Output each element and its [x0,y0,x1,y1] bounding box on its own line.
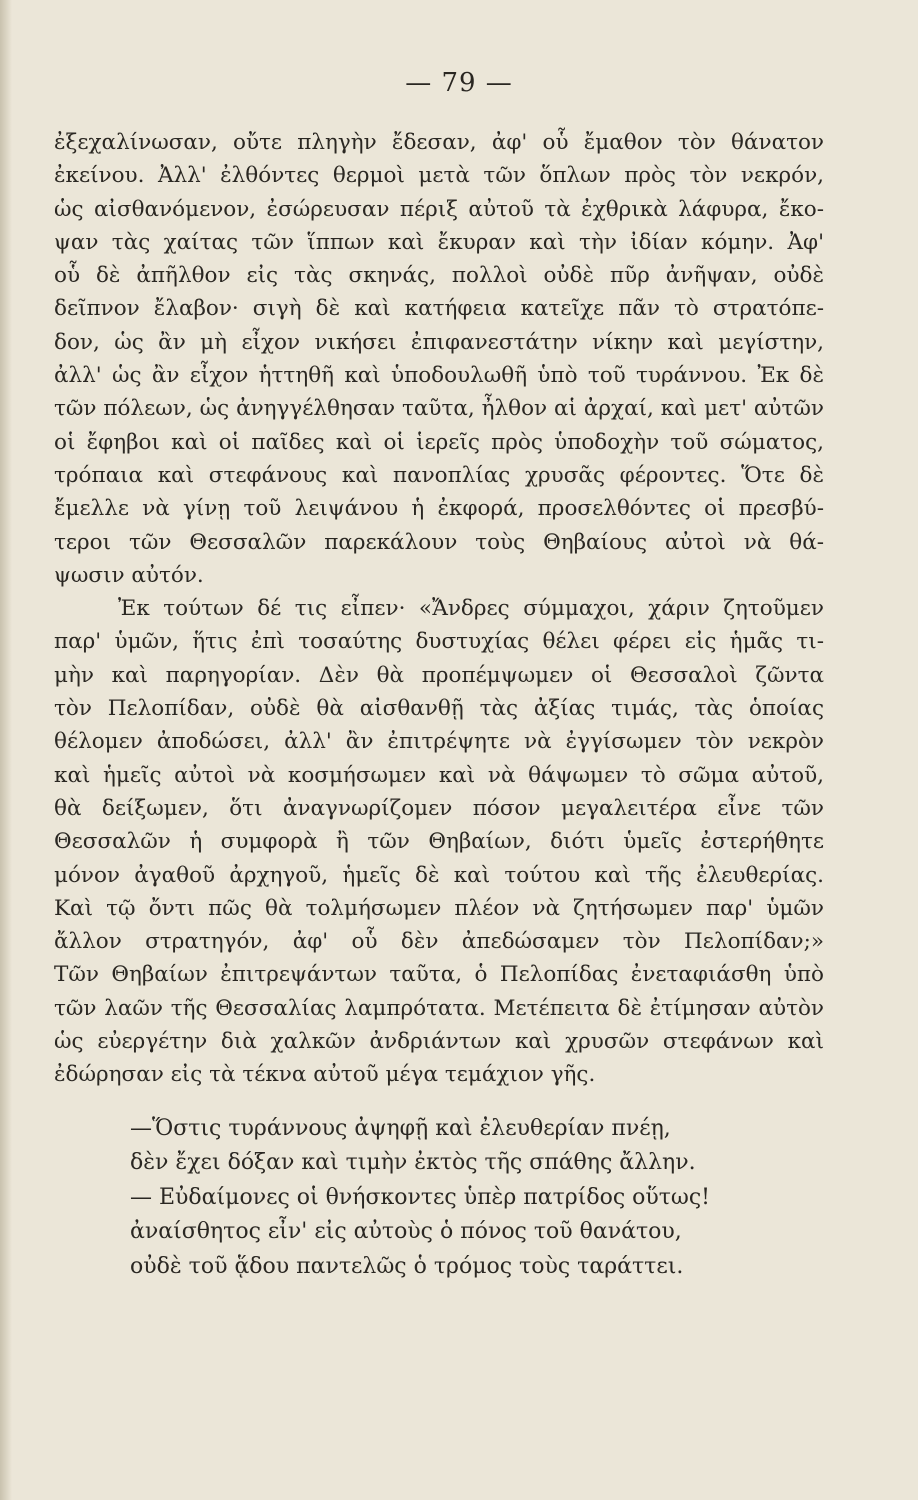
verse-line: ἀναίσθητος εἶν' εἰς αὐτοὺς ὁ πόνος τοῦ θανάτου, [130,1219,682,1245]
verse-block [130,1112,850,1284]
text-line: ψωσιν αὐτόν. [54,562,204,588]
text-line: ὡς εὐεργέτην διὰ χαλκῶν ἀνδριάντων καὶ χρυσῶν στεφάνων καὶ [54,1029,824,1055]
text-line: Θεσσαλῶν ἡ συμφορὰ ἢ τῶν Θηβαίων, διότι ὑμεῖς ἐστερήθητε [54,829,824,855]
page-number: — 79 — [405,68,513,98]
text-line: τῶν λαῶν τῆς Θεσσαλίας λαμπρότατα. Μετέπειτα δὲ ἐτίμησαν αὐτὸν [54,995,824,1021]
verse-line: οὐδὲ τοῦ ᾅδου παντελῶς ὁ τρόμος τοὺς ταράττει. [130,1253,684,1279]
text-line: μὴν καὶ παρηγορίαν. Δὲν θὰ προπέμψωμεν οἱ Θεσσαλοὶ ζῶντα [54,662,824,688]
text-line: ψαν τὰς χαίτας τῶν ἵππων καὶ ἔκυραν καὶ τὴν ἰδίαν κόμην. Ἀφ' [54,229,824,255]
verse-line: —Ὅστις τυράννους ἀψηφῇ καὶ ἐλευθερίαν πνέῃ, [130,1116,671,1141]
text-line: θέλομεν ἀποδώσει, ἀλλ' ἂν ἐπιτρέψητε νὰ ἐγγίσωμεν τὸν νεκρὸν [54,729,824,755]
text-line: μόνον ἀγαθοῦ ἀρχηγοῦ, ἡμεῖς δὲ καὶ τούτου καὶ τῆς ἐλευθερίας. [54,862,824,888]
text-line: παρ' ὑμῶν, ἥτις ἐπὶ τοσαύτης δυστυχίας θέλει φέρει εἰς ἡμᾶς τι- [54,629,824,655]
text-line: Ἐκ τούτων δέ τις εἶπεν· «Ἄνδρες σύμμαχοι, χάριν ζητοῦμεν [118,596,824,622]
verse-line: — Εὐδαίμονες οἱ θνήσκοντες ὑπὲρ πατρίδος οὕτως! [130,1184,711,1210]
text-line: τῶν πόλεων, ὡς ἀνηγγέλθησαν ταῦτα, ἦλθον αἱ ἀρχαί, καὶ μετ' αὐτῶν [54,396,824,422]
text-line: δεῖπνον ἔλαβον· σιγὴ δὲ καὶ κατήφεια κατεῖχε πᾶν τὸ στρατόπε- [54,296,824,322]
text-line: ἐδώρησαν εἰς τὰ τέκνα αὐτοῦ μέγα τεμάχιον γῆς. [54,1062,596,1088]
text-line: τεροι τῶν Θεσσαλῶν παρεκάλουν τοὺς Θηβαίους αὐτοὶ νὰ θά- [54,529,824,555]
text-line: θὰ δείξωμεν, ὅτι ἀναγνωρίζομεν πόσον μεγαλειτέρα εἶνε τῶν [54,795,824,821]
text-line: δον, ὡς ἂν μὴ εἶχον νικήσει ἐπιφανεστάτην νίκην καὶ μεγίστην, [54,329,824,355]
text-line: ὡς αἰσθανόμενον, ἐσώρευσαν πέριξ αὐτοῦ τὰ ἐχθρικὰ λάφυρα, ἔκο- [54,196,824,222]
text-line: τὸν Πελοπίδαν, οὐδὲ θὰ αἰσθανθῇ τὰς ἀξίας τιμάς, τὰς ὁποίας [54,696,824,722]
paragraph-2 [54,592,824,1091]
text-line: οἱ ἔφηβοι καὶ οἱ παῖδες καὶ οἱ ἱερεῖς πρὸς ὑποδοχὴν τοῦ σώματος, [54,429,824,455]
text-line: ἐξεχαλίνωσαν, οὔτε πληγὴν ἔδεσαν, ἀφ' οὗ ἔμαθον τὸν θάνατον [54,130,824,155]
text-line: τρόπαια καὶ στεφάνους καὶ πανοπλίας χρυσᾶς φέροντες. Ὅτε δὲ [54,462,824,488]
body-text [54,126,824,1092]
text-line: Καὶ τῷ ὄντι πῶς θὰ τολμήσωμεν πλέον νὰ ζητήσωμεν παρ' ὑμῶν [54,895,824,921]
text-line: ἐκείνου. Ἀλλ' ἐλθόντες θερμοὶ μετὰ τῶν ὅπλων πρὸς τὸν νεκρόν, [54,163,824,189]
page-spine-shadow [0,0,12,1500]
text-line: ἀλλ' ὡς ἂν εἶχον ἡττηθῆ καὶ ὑποδουλωθῆ ὑπὸ τοῦ τυράννου. Ἐκ δὲ [54,363,824,389]
text-line: ἔμελλε νὰ γίνῃ τοῦ λειψάνου ἡ ἐκφορά, προσελθόντες οἱ πρεσβύ- [54,496,824,522]
text-line: ἄλλον στρατηγόν, ἀφ' οὗ δὲν ἀπεδώσαμεν τὸν Πελοπίδαν;» [54,929,824,955]
paragraph-1 [54,126,824,592]
text-line: οὗ δὲ ἀπῆλθον εἰς τὰς σκηνάς, πολλοὶ οὐδὲ πῦρ ἀνῆψαν, οὐδὲ [54,263,824,289]
text-line: Τῶν Θηβαίων ἐπιτρεψάντων ταῦτα, ὁ Πελοπίδας ἐνεταφιάσθη ὑπὸ [54,962,824,988]
verse-line: δὲν ἔχει δόξαν καὶ τιμὴν ἐκτὸς τῆς σπάθης ἄλλην. [130,1150,696,1176]
text-line: καὶ ἡμεῖς αὐτοὶ νὰ κοσμήσωμεν καὶ νὰ θάψωμεν τὸ σῶμα αὐτοῦ, [54,762,824,788]
